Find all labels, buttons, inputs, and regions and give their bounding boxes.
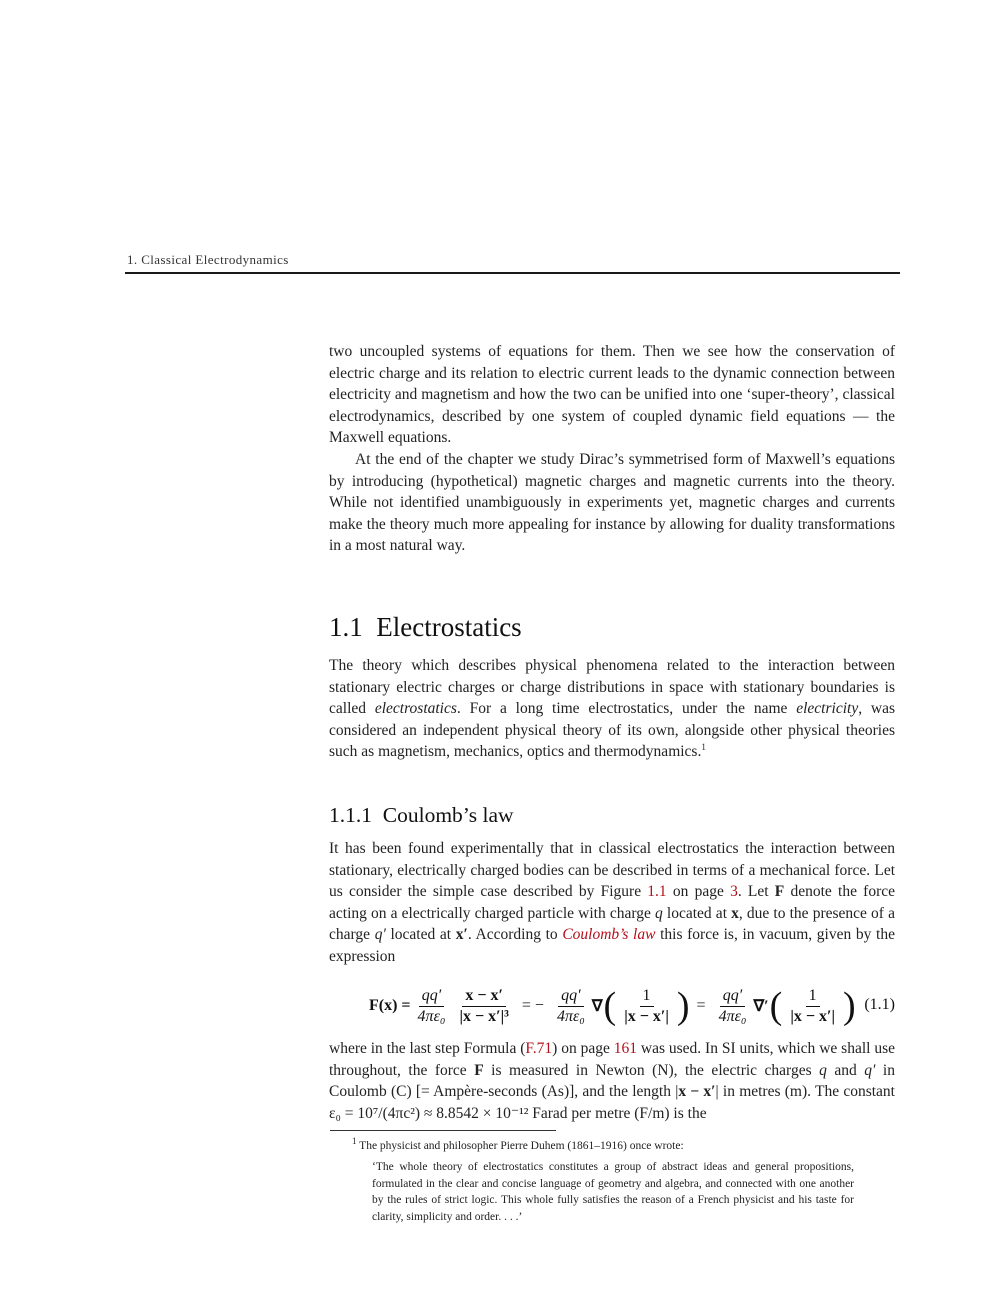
nabla-symbol: ∇ — [591, 998, 603, 1015]
eq-den: 4πε₀ — [718, 1007, 747, 1025]
eq-den: 4πε₀ — [556, 1007, 585, 1025]
formula-link[interactable]: F.71 — [525, 1040, 553, 1057]
eq-den: |x − x′|³ — [459, 1007, 509, 1025]
section-heading — [329, 612, 522, 643]
eq-frac-1 — [415, 987, 449, 1026]
term-electrostatics: electrostatics — [374, 700, 457, 718]
text-run: ) on page — [552, 1040, 614, 1057]
section-paragraph — [329, 655, 895, 763]
subsection-heading — [329, 803, 514, 828]
text-run: on page — [666, 883, 731, 901]
text-run: The theory which describes physical phenomena related to the interaction between stationary electric charges or charge distributions in space with stationary boundaries is called — [329, 657, 895, 718]
section-number: 1.1 — [329, 612, 363, 642]
eq-lhs: F(x) = — [369, 997, 411, 1014]
eq-frac-3 — [554, 987, 588, 1026]
symbol-F: F — [774, 883, 785, 901]
header-rule — [125, 272, 900, 274]
symbol-q-prime: q′ — [864, 1061, 876, 1079]
symbol-x-prime: x′ — [455, 926, 468, 944]
symbol-q-prime: q′ — [374, 926, 386, 944]
equation-number: (1.1) — [864, 996, 895, 1013]
eq-den: 4πε₀ — [417, 1007, 446, 1025]
intro-text — [329, 341, 895, 557]
right-paren: ) — [676, 985, 690, 1027]
subsection-number: 1.1.1 — [329, 803, 372, 827]
eq-operator: = − — [521, 997, 544, 1014]
eq-num: x − x′ — [462, 987, 506, 1007]
subsection-title: Coulomb’s law — [382, 803, 514, 827]
text-run: . Let — [737, 883, 775, 901]
after-equation-paragraph — [329, 1038, 895, 1124]
symbol-q: q — [655, 904, 663, 922]
eq-num: qq′ — [720, 987, 746, 1007]
text-run: this force is, in vacuum, given by the expression — [329, 926, 895, 965]
symbol-q: q — [819, 1061, 827, 1079]
page-link[interactable]: 161 — [613, 1040, 637, 1057]
eq-num: qq′ — [558, 987, 584, 1007]
text-run: in Coulomb (C) [= Ampère-seconds (As)], and the length | — [329, 1061, 895, 1101]
symbol-x: x — [731, 904, 739, 922]
footnote — [352, 1138, 852, 1226]
coulomb-law-link[interactable]: Coulomb’s law — [562, 926, 656, 944]
text-run: , due to the presence of a charge — [329, 904, 895, 944]
right-paren: ) — [842, 985, 856, 1027]
text-run: , was considered an independent physical theory of its own, alongside other physical theories such as magnetism, mechanics, optics and thermodynamics. — [329, 700, 896, 761]
symbol-distance: x − x′ — [678, 1083, 716, 1101]
intro-paragraph-1: two uncoupled systems of equations for them. Then we see how the conservation of electric charge and its relation to electric current leads to the dynamic connection between electricity and magnetism and how the two can be unified into one ‘super-theory’, classical electrodynamics, described by one system of coupled dynamic field equations — the Maxwell equations. — [329, 343, 895, 447]
footnote-quote: ‘The whole theory of electrostatics constitutes a group of abstract ideas and general propositions, formulated in the clear and concise language of geometry and algebra, and connected with one another by the rules of strict logic. This whole fully satisfies the reason of a French physicist and his taste for clarity, simplicity and order. . . .’ — [372, 1160, 854, 1224]
text-run: located at — [385, 926, 456, 944]
eq-num: qq′ — [419, 987, 445, 1007]
footnote-number: 1 — [352, 1136, 357, 1147]
left-paren: ( — [603, 985, 617, 1027]
eq-operator: = — [696, 997, 706, 1014]
coulomb-paragraph — [329, 838, 895, 968]
eq-num: 1 — [806, 987, 820, 1007]
text-run: | in metres (m). The constant ε₀ = 10⁷/(4πc²) ≈ 8.8542 × 10⁻¹² Farad per metre (F/m) is the — [329, 1083, 895, 1122]
equation-body — [369, 978, 857, 1034]
page-link[interactable]: 3 — [730, 883, 738, 901]
text-run: and — [826, 1061, 865, 1079]
eq-frac-4 — [621, 987, 672, 1026]
text-run: was used. In SI units, which we shall use throughout, the force — [329, 1040, 895, 1079]
nabla-prime-symbol: ∇′ — [753, 998, 769, 1015]
text-run: where in the last step Formula ( — [329, 1040, 526, 1057]
eq-num: 1 — [640, 987, 654, 1007]
eq-frac-5 — [716, 987, 750, 1026]
intro-paragraph-2: At the end of the chapter we study Dirac’s symmetrised form of Maxwell’s equations by introducing (hypothetical) magnetic charges and magnetic currents into the theory. While not identified unambiguously in experiments yet, magnetic charges and currents make the theory much more appealing for instance by allowing for duality transformations in a most natural way. — [329, 450, 895, 555]
text-run: . For a long time electrostatics, under the name — [456, 700, 797, 718]
footnote-intro: The physicist and philosopher Pierre Duhem (1861–1916) once wrote: — [359, 1140, 684, 1152]
text-run: . According to — [467, 926, 563, 944]
eq-frac-2 — [456, 987, 511, 1026]
eq-frac-6 — [787, 987, 838, 1026]
section-title: Electrostatics — [376, 612, 522, 642]
text-run: is measured in Newton (N), the electric charges — [483, 1061, 820, 1079]
eq-den: |x − x′| — [624, 1007, 669, 1025]
text-run: denote the force acting on a electrically charged particle with charge — [329, 883, 895, 922]
figure-link[interactable]: 1.1 — [647, 883, 667, 901]
text-run: It has been found experimentally that in classical electrostatics the interaction between stationary, electrically charged bodies can be described in terms of a mechanical force. Let us consider the simple case described by Figure — [329, 840, 895, 901]
equation-1-1 — [329, 978, 895, 1034]
text-run: located at — [662, 904, 732, 922]
term-electricity: electricity — [796, 700, 859, 718]
eq-den: |x − x′| — [790, 1007, 835, 1025]
symbol-F: F — [474, 1061, 484, 1079]
running-head: 1. Classical Electrodynamics — [127, 252, 289, 267]
footnote-rule — [330, 1130, 556, 1131]
left-paren: ( — [769, 985, 783, 1027]
footnote-marker[interactable]: 1 — [701, 742, 706, 753]
